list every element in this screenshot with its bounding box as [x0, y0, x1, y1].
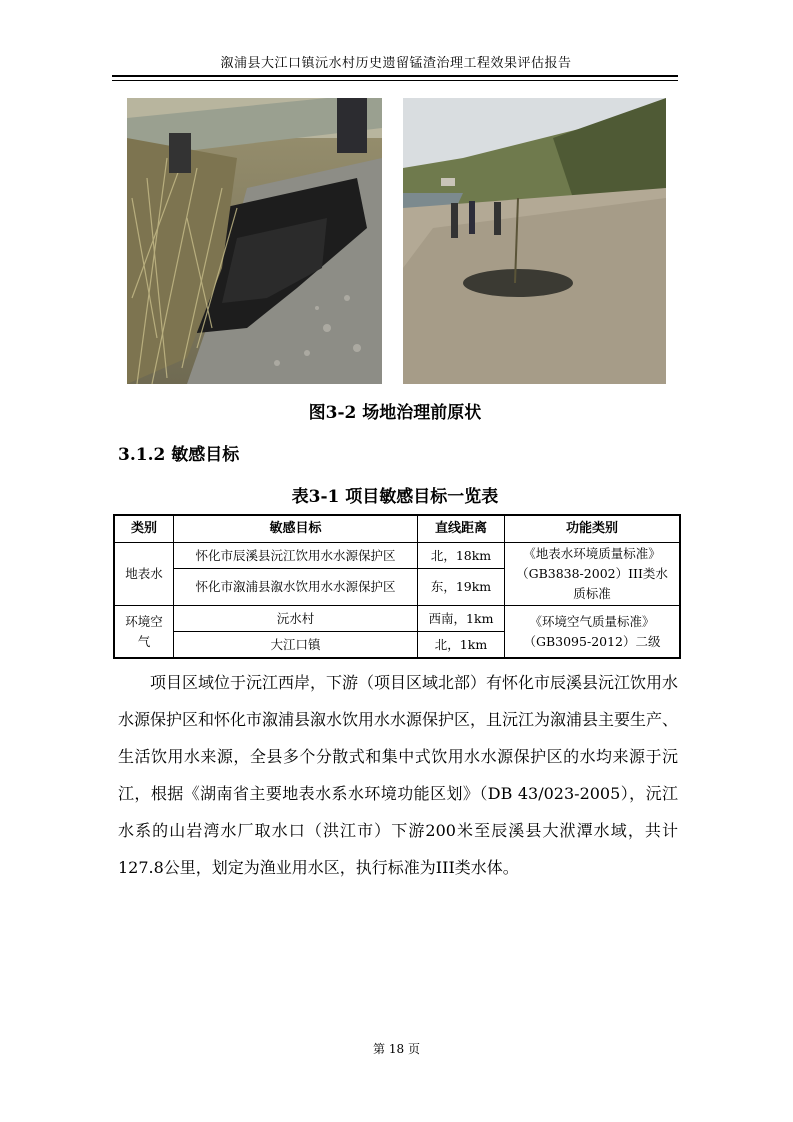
- table-row: [114, 543, 680, 569]
- table-header-row: [114, 515, 680, 543]
- page-header: 溆浦县大江口镇沅水村历史遗留锰渣治理工程效果评估报告: [220, 56, 572, 71]
- table-header-cell: 功能类别: [505, 515, 681, 543]
- sensitive-targets-table: [113, 514, 681, 659]
- distance-cell: 北，1km: [418, 632, 505, 659]
- table-header-cell: 直线距离: [418, 515, 505, 543]
- function-cell: 《环境空气质量标准》（GB3095-2012）二级: [505, 606, 681, 659]
- function-cell: 《地表水环境质量标准》（GB3838-2002）III类水质标准: [505, 543, 681, 606]
- target-cell: 沅水村: [174, 606, 418, 632]
- header-rule-thick: [112, 75, 678, 77]
- table-header-cell: 类别: [114, 515, 174, 543]
- category-cell: 环境空气: [114, 606, 174, 659]
- page-number: 第 18 页: [373, 1042, 420, 1056]
- site-photo-right: [403, 98, 666, 384]
- category-cell: 地表水: [114, 543, 174, 606]
- target-cell: 怀化市溆浦县溆水饮用水水源保护区: [174, 569, 418, 606]
- header-rule-thin: [112, 80, 678, 81]
- table-row: [114, 606, 680, 632]
- distance-cell: 北，18km: [418, 543, 505, 569]
- target-cell: 怀化市辰溪县沅江饮用水水源保护区: [174, 543, 418, 569]
- body-paragraph: 项目区域位于沅江西岸，下游（项目区域北部）有怀化市辰溪县沅江饮用水水源保护区和怀化市溆浦县溆水饮用水水源保护区，且沅江为溆浦县主要生产、生活饮用水来源，全县多个分散式和集中式饮用水水源保护区的水均来源于沅江，根据《湖南省主要地表水系水环境功能区划》（DB 43/023-2005），沅江水系的山岩湾水厂取水口（洪江市）下游200米至辰溪县大洑潭水域，共计127.8公里，划定为渔业用水区，执行标准为III类水体。: [118, 673, 679, 877]
- body-text: [118, 664, 678, 886]
- section-heading: 3.1.2 敏感目标: [118, 445, 240, 465]
- figure-caption: 图3-2 场地治理前原状: [308, 403, 482, 423]
- table-header-cell: 敏感目标: [174, 515, 418, 543]
- site-photo-left: [127, 98, 382, 384]
- distance-cell: 东，19km: [418, 569, 505, 606]
- distance-cell: 西南，1km: [418, 606, 505, 632]
- target-cell: 大江口镇: [174, 632, 418, 659]
- table-caption: 表3-1 项目敏感目标一览表: [291, 487, 499, 507]
